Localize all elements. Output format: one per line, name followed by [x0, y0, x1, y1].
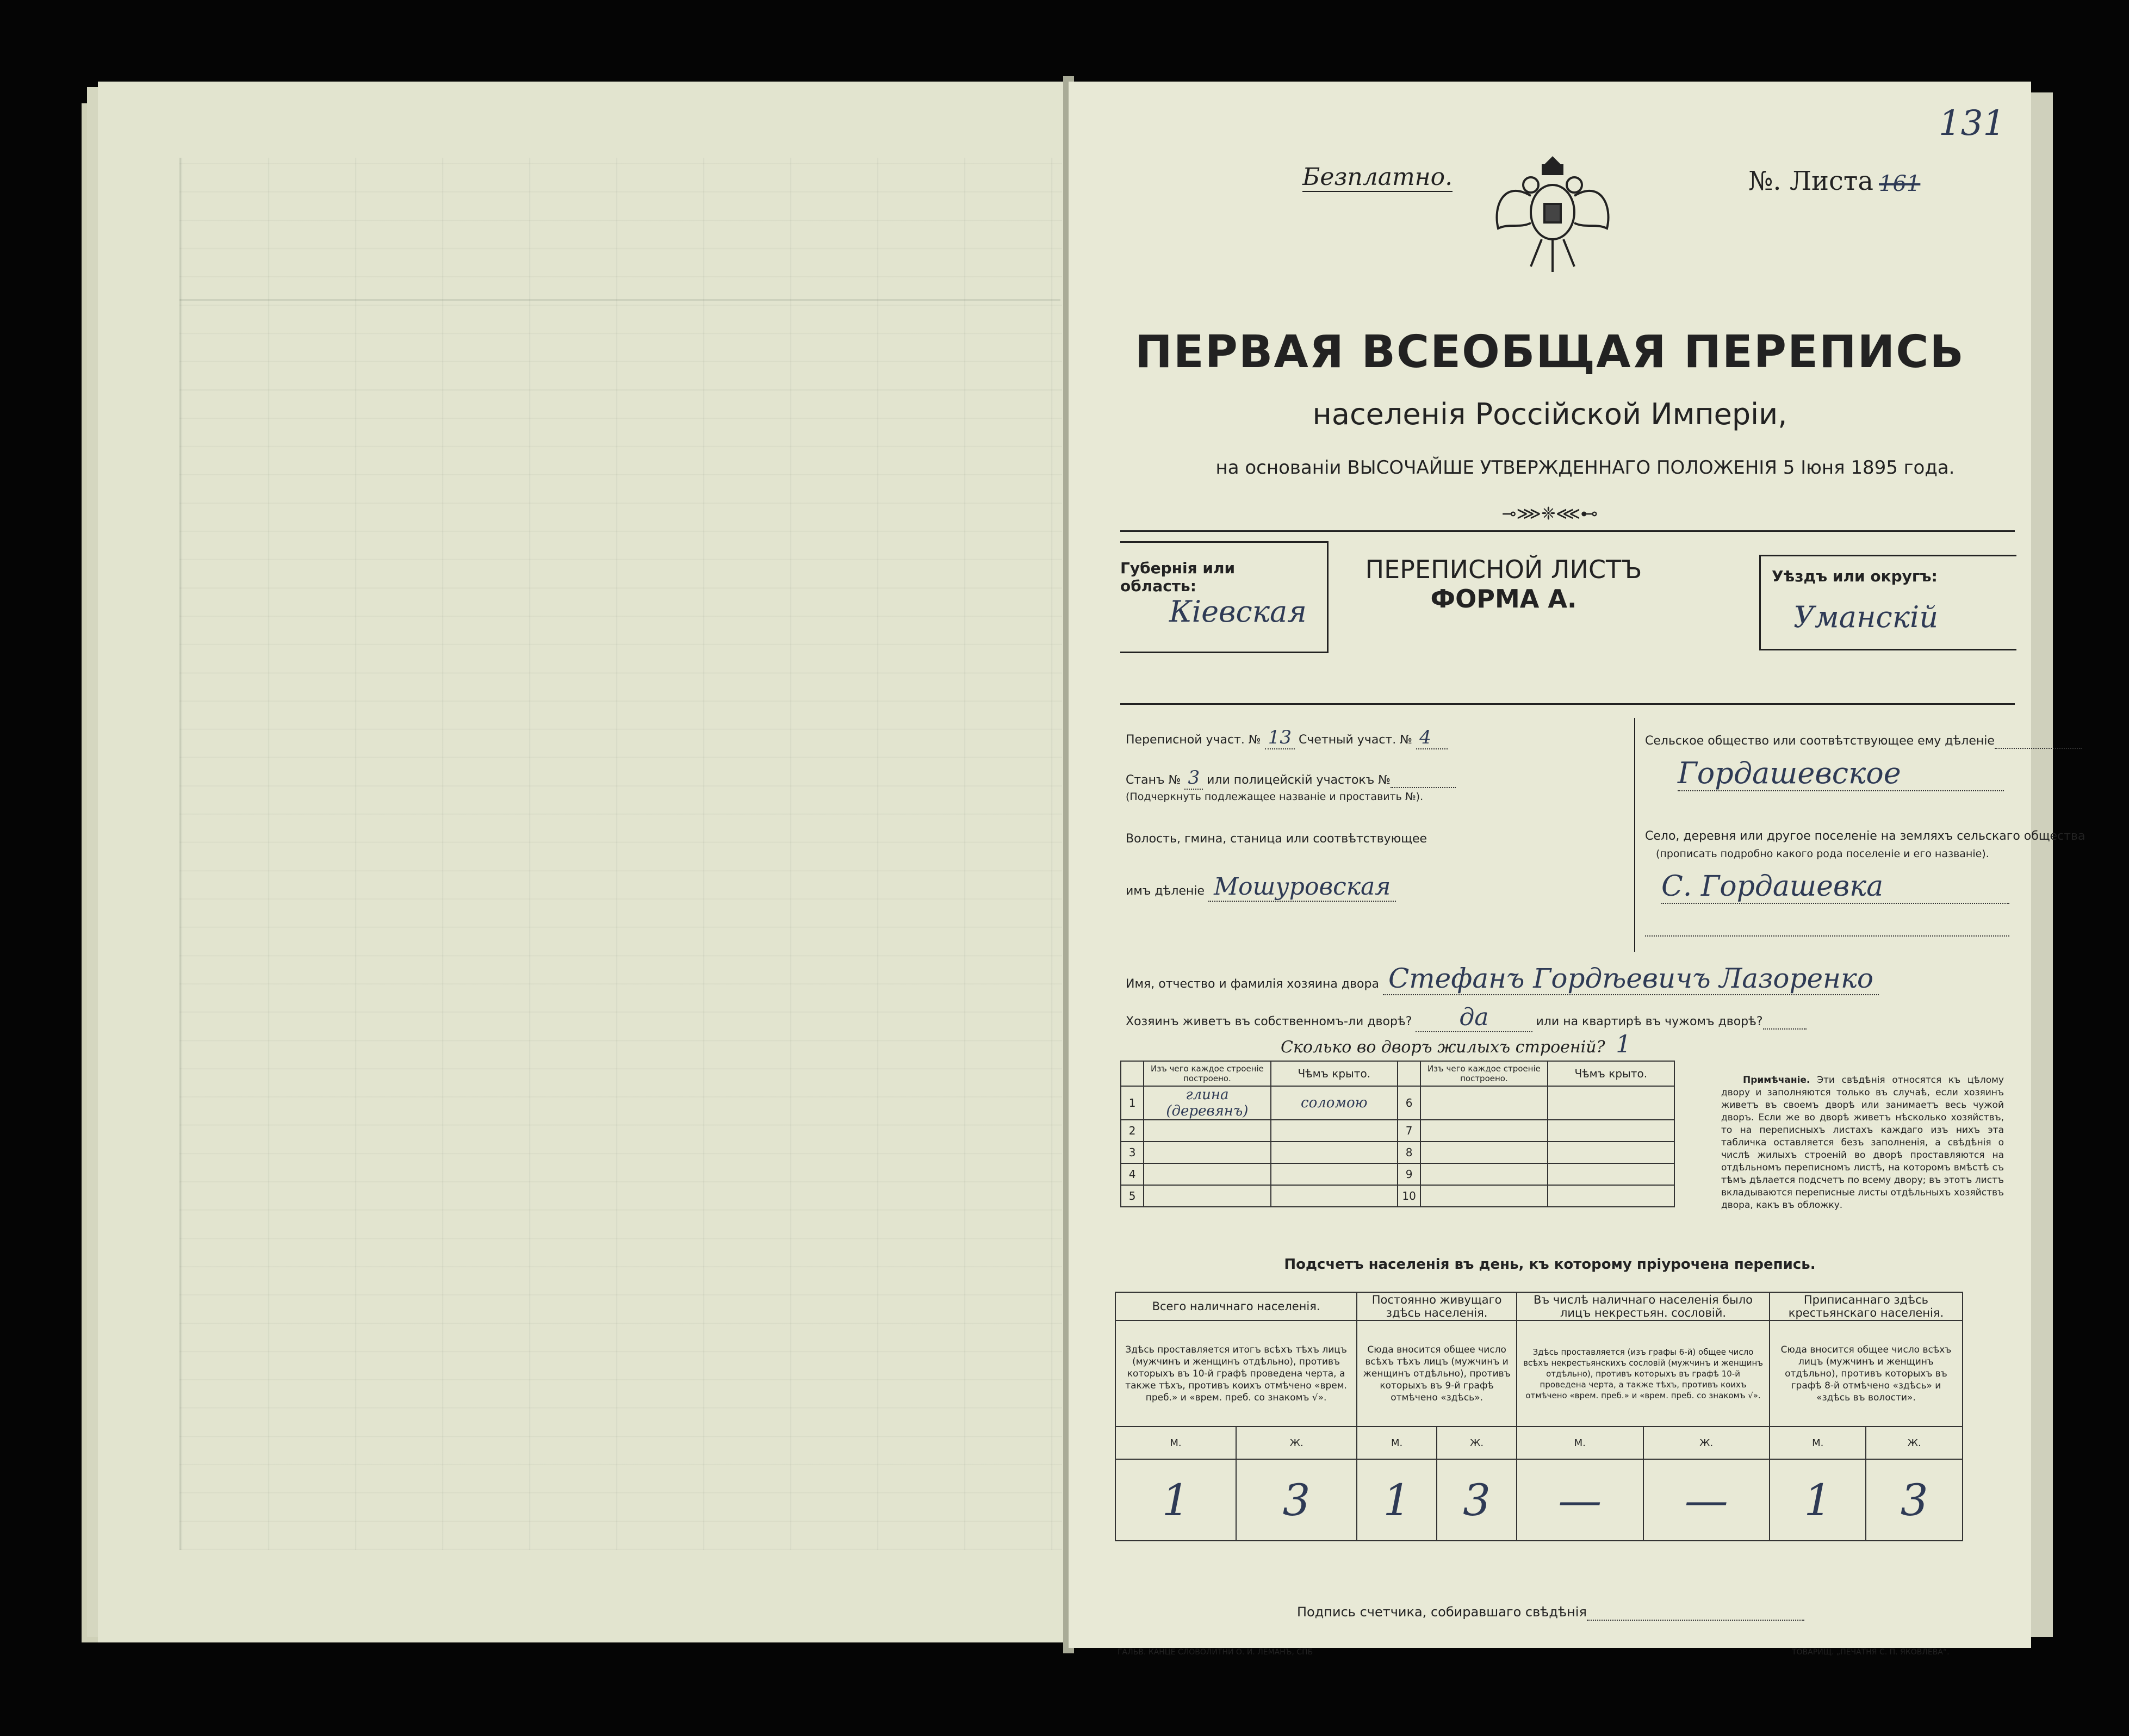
roof-cell	[1271, 1163, 1398, 1185]
sheet-number-label: №. Листа	[1748, 166, 1874, 196]
police-label: или полицейскій участокъ №	[1207, 773, 1391, 787]
show-through-grid	[179, 158, 1062, 1550]
subtitle: населенія Россійской Имперіи,	[1312, 397, 1787, 431]
show-through-header	[179, 158, 1060, 301]
built-cell: глина (деревянъ)	[1144, 1086, 1270, 1120]
permanent-male-value: 1	[1357, 1459, 1437, 1541]
roof-cell	[1271, 1120, 1398, 1142]
row-number: 2	[1121, 1120, 1144, 1142]
owner-label: Имя, отчество и фамилія хозяина двора	[1126, 977, 1379, 991]
built-cell	[1420, 1086, 1547, 1120]
female-label: Ж.	[1643, 1427, 1770, 1459]
village-value: С. Гордашевка	[1661, 870, 2009, 904]
col-head-non-peasant: Въ числѣ наличнаго населенія было лицъ некрестьян. сословій.	[1517, 1292, 1770, 1320]
built-cell	[1144, 1163, 1270, 1185]
buildings-value: 1	[1616, 1031, 1631, 1058]
row-number: 3	[1121, 1142, 1144, 1163]
census-district-label: Переписной участ. №	[1126, 733, 1261, 747]
census-district-row	[1126, 727, 1448, 748]
gubernia-box	[1120, 541, 1329, 653]
residence-row	[1126, 1003, 1807, 1031]
census-district-value: 13	[1265, 727, 1295, 749]
col-desc-non-peasant: Здѣсь проставляется (изъ графы 6-й) общее число всѣхъ некрестьянскихъ сословій (мужчинъ и женщинъ отдѣльно), противъ которыхъ въ графѣ 10-й проведена черта, а также тѣхъ, противъ коихъ отмѣчено «врем. преб.» и «врем. преб. со знакомъ √».	[1517, 1320, 1770, 1427]
community-label: Сельское общество или соотвѣтствующее ему дѣленіе	[1645, 734, 1995, 748]
note-title: Примѣчаніе.	[1743, 1075, 1810, 1086]
stan-value: 3	[1184, 767, 1203, 790]
roof-cell	[1548, 1142, 1674, 1163]
printer-right: ТОВАРИЩ. „ПЕЧАТНЯ С. П. ЯКОВЛЕВА“.	[1792, 1648, 1950, 1657]
gubernia-value: Кіевская	[1169, 594, 1307, 629]
village-label: Село, деревня или другое поселеніе на земляхъ сельскаго общества	[1645, 829, 2085, 843]
counting-district-label: Счетный участ. №	[1299, 733, 1413, 747]
uezd-value: Уманскій	[1793, 600, 1939, 634]
table-row	[1121, 1163, 1674, 1185]
row-number: 1	[1121, 1086, 1144, 1120]
page-edge	[2031, 92, 2053, 1637]
built-cell	[1144, 1185, 1270, 1207]
buildings-table	[1120, 1061, 1675, 1207]
double-headed-eagle-emblem	[1482, 147, 1623, 283]
roof-cell	[1548, 1185, 1674, 1207]
uezd-label: Уѣздъ или округъ:	[1772, 567, 1938, 585]
present-male-value: 1	[1115, 1459, 1236, 1541]
field-column-divider	[1634, 718, 1635, 952]
built-cell	[1144, 1142, 1270, 1163]
registered-male-value: 1	[1770, 1459, 1866, 1541]
rent-label: или на квартирѣ въ чужомъ дворѣ?	[1536, 1015, 1763, 1028]
col-head-registered: Приписаннаго здѣсь крестьянскаго населенія.	[1770, 1292, 1963, 1320]
col-desc-registered: Сюда вносится общее число всѣхъ лицъ (мужчинъ и женщинъ отдѣльно), противъ которыхъ въ графѣ 8-й отмѣчено «здѣсь» и «здѣсь въ волости».	[1770, 1320, 1963, 1427]
population-sex-row	[1115, 1427, 1963, 1459]
owner-value: Стефанъ Гордѣевичъ Лазоренко	[1383, 963, 1879, 995]
row-number: 6	[1398, 1086, 1420, 1120]
sheet-title-block	[1330, 538, 1678, 613]
col-built-right: Изъ чего каждое строеніе построено.	[1420, 1061, 1547, 1086]
gubernia-label: Губернія или область:	[1120, 559, 1236, 595]
non-peasant-female-value: —	[1643, 1459, 1770, 1541]
present-female-value: 3	[1236, 1459, 1357, 1541]
population-desc-row	[1115, 1320, 1963, 1427]
note-text: Эти свѣдѣнія относятся къ цѣлому двору и заполняются только въ случаѣ, если хозяинъ живетъ въ своемъ дворѣ или занимаетъ весь чужой дворъ. Если же во дворѣ живетъ нѣсколько хозяйствъ, то на переписныхъ листахъ каждаго изъ нихъ эта табличка оставляется безъ заполненія, а свѣдѣнія о числѣ жилыхъ строеній во дворѣ проставляются на отдѣльномъ переписномъ листѣ, на которомъ вмѣстѣ съ тѣмъ дѣлается подсчетъ по всему двору; въ этотъ листъ вкладываются переписные листы отдѣльныхъ хозяйствъ двора, какъ въ обложку.	[1721, 1075, 2004, 1211]
roof-cell	[1548, 1086, 1674, 1120]
population-table	[1115, 1292, 1963, 1541]
table-row	[1121, 1185, 1674, 1207]
permanent-female-value: 3	[1437, 1459, 1517, 1541]
non-peasant-male-value: —	[1517, 1459, 1643, 1541]
roof-cell	[1548, 1120, 1674, 1142]
female-label: Ж.	[1236, 1427, 1357, 1459]
village-note: (прописать подробно какого рода поселеніе и его названіе).	[1656, 848, 1989, 860]
counting-district-value: 4	[1416, 727, 1448, 749]
roof-cell	[1548, 1163, 1674, 1185]
built-cell	[1144, 1120, 1270, 1142]
table-row	[1121, 1142, 1674, 1163]
built-cell	[1420, 1120, 1547, 1142]
roof-cell	[1271, 1185, 1398, 1207]
col-head-present: Всего наличнаго населенія.	[1115, 1292, 1357, 1320]
volost-value: Мошуровская	[1208, 873, 1396, 902]
archive-page-number: 131	[1939, 103, 2006, 144]
population-values-row	[1115, 1459, 1963, 1541]
male-label: М.	[1517, 1427, 1643, 1459]
row-number: 5	[1121, 1185, 1144, 1207]
registered-female-value: 3	[1866, 1459, 1963, 1541]
own-yard-value: да	[1416, 1003, 1532, 1032]
community-value: Гордашевское	[1678, 756, 2004, 791]
main-title: ПЕРВАЯ ВСЕОБЩАЯ ПЕРЕПИСЬ	[1135, 326, 1965, 378]
male-label: М.	[1770, 1427, 1866, 1459]
male-label: М.	[1357, 1427, 1437, 1459]
built-cell	[1420, 1163, 1547, 1185]
volost-label-1: Волость, гмина, станица или соотвѣтствующее	[1126, 832, 1427, 846]
roof-cell: соломою	[1271, 1086, 1398, 1120]
own-yard-label: Хозяинъ живетъ въ собственномъ-ли дворѣ?	[1126, 1015, 1412, 1028]
female-label: Ж.	[1866, 1427, 1963, 1459]
buildings-row	[1281, 1031, 1631, 1058]
volost-label-2: имъ дѣленіе	[1126, 884, 1205, 898]
table-row	[1121, 1120, 1674, 1142]
col-roof-right: Чѣмъ крыто.	[1548, 1061, 1674, 1086]
population-title: Подсчетъ населенія въ день, къ которому пріурочена перепись.	[1284, 1256, 1816, 1273]
row-number: 9	[1398, 1163, 1420, 1185]
census-form-page	[1069, 82, 2085, 1657]
free-label: Безплатно.	[1302, 163, 1453, 191]
printer-left: ГАЛЬВ. КАНЦЕ СЛОВОЛИТНИ О. И. ЛЕМАНЪ, СПБ	[1118, 1648, 1313, 1657]
row-number: 4	[1121, 1163, 1144, 1185]
male-label: М.	[1115, 1427, 1236, 1459]
population-head-row	[1115, 1292, 1963, 1320]
underline-note: (Подчеркнуть подлежащее названіе и проставить №).	[1126, 791, 1424, 803]
col-desc-permanent: Сюда вносится общее число всѣхъ тѣхъ лицъ (мужчинъ и женщинъ отдѣльно), противъ которыхъ въ 9-й графѣ отмѣчено «здѣсь».	[1357, 1320, 1517, 1427]
built-cell	[1420, 1142, 1547, 1163]
buildings-table-header	[1121, 1061, 1674, 1086]
sheet-number-value: 161	[1879, 171, 1921, 196]
col-roof-left: Чѣмъ крыто.	[1271, 1061, 1398, 1086]
signature-label: Подпись счетчика, собиравшаго свѣдѣнія	[1297, 1604, 1587, 1620]
col-desc-present: Здѣсь проставляется итогъ всѣхъ тѣхъ лицъ (мужчинъ и женщинъ отдѣльно), противъ которыхъ въ 10-й графѣ проведена черта, а также тѣхъ, противъ коихъ отмѣчено «врем. преб.» и «врем. преб. со знакомъ √».	[1115, 1320, 1357, 1427]
sheet-title: ПЕРЕПИСНОЙ ЛИСТЪ	[1365, 555, 1642, 584]
ornament: ⊸⋙❈⋘⊷	[1501, 503, 1598, 524]
row-number: 7	[1398, 1120, 1420, 1142]
volost-row	[1126, 873, 1396, 901]
basis-line: на основаніи ВЫСОЧАЙШЕ УТВЕРЖДЕННАГО ПОЛОЖЕНІЯ 5 Іюня 1895 года.	[1215, 457, 1955, 479]
table-row	[1121, 1086, 1674, 1120]
col-head-permanent: Постоянно живущаго здѣсь населенія.	[1357, 1292, 1517, 1320]
note-block	[1721, 1074, 2004, 1212]
female-label: Ж.	[1437, 1427, 1517, 1459]
row-number: 8	[1398, 1142, 1420, 1163]
buildings-label: Сколько во дворъ жилыхъ строеній?	[1281, 1038, 1605, 1057]
form-name: ФОРМА А.	[1430, 584, 1577, 613]
village-extra-line	[1645, 935, 2009, 937]
stan-row	[1126, 767, 1456, 789]
uezd-box	[1759, 555, 2016, 650]
roof-cell	[1271, 1142, 1398, 1163]
signature-row	[1297, 1604, 1804, 1620]
built-cell	[1420, 1185, 1547, 1207]
row-number: 10	[1398, 1185, 1420, 1207]
col-built-left: Изъ чего каждое строеніе построено.	[1144, 1061, 1270, 1086]
stan-label: Станъ №	[1126, 773, 1181, 787]
left-page	[98, 82, 1066, 1642]
owner-row	[1126, 963, 1879, 994]
community-row	[1645, 734, 2082, 748]
